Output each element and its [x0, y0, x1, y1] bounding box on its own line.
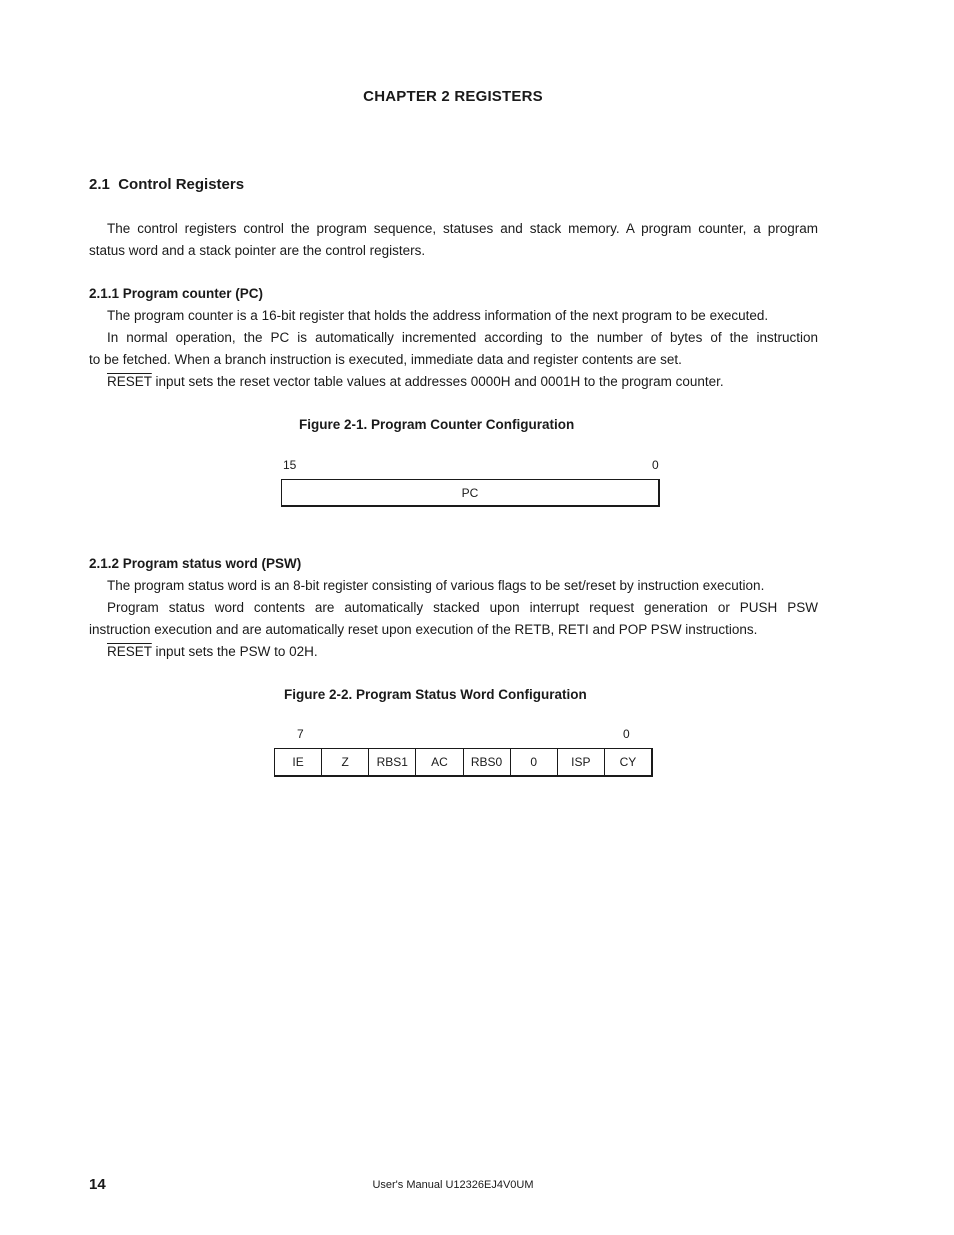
psw-bit-rbs1: RBS1: [369, 749, 416, 775]
reset-signal: RESET: [107, 644, 152, 659]
pc-para-3: [89, 371, 818, 393]
section-heading: [89, 176, 244, 193]
psw-para-2-line-1: Program status word contents are automatically stacked upon interrupt request generation or PUSH PSW: [107, 600, 818, 615]
psw-para-2-line-2: instruction execution and are automatically reset upon execution of the RETB, RETI and POP PSW instructions.: [89, 622, 758, 637]
psw-body: [89, 575, 818, 663]
pc-register-label: PC: [461, 485, 479, 500]
pc-body: [89, 305, 818, 393]
reset-signal: RESET: [107, 374, 152, 389]
page-number: 14: [89, 1176, 106, 1193]
psw-bit-isp: ISP: [558, 749, 605, 775]
footer-manual-id: User's Manual U12326EJ4V0UM: [372, 1179, 534, 1191]
pc-register-box: [281, 479, 660, 507]
pc-heading: 2.1.1 Program counter (PC): [89, 286, 264, 301]
psw-para-3: [89, 641, 818, 663]
psw-bit-z: Z: [322, 749, 369, 775]
pc-para-3-text: input sets the reset vector table values at addresses 0000H and 0001H to the program counter.: [151, 374, 724, 389]
intro-line-2: status word and a stack pointer are the control registers.: [89, 243, 426, 258]
psw-lsb-label: 0: [623, 727, 630, 741]
psw-bit-ac: AC: [416, 749, 463, 775]
psw-bit-zero: 0: [511, 749, 558, 775]
section-number: 2.1: [89, 176, 110, 193]
psw-register-box: [274, 748, 653, 777]
psw-bit-ie: IE: [275, 749, 322, 775]
psw-heading: 2.1.2 Program status word (PSW): [89, 556, 302, 571]
psw-para-1: The program status word is an 8-bit register consisting of various flags to be set/reset by instruction execution.: [107, 578, 765, 593]
pc-para-1: The program counter is a 16-bit register that holds the address information of the next program to be executed.: [107, 308, 769, 323]
pc-para-2-line-2: to be fetched. When a branch instruction is executed, immediate data and register contents are set.: [89, 352, 682, 367]
section-intro: [89, 218, 818, 262]
psw-para-3-text: input sets the PSW to 02H.: [151, 644, 318, 659]
psw-msb-label: 7: [297, 727, 304, 741]
pc-lsb-label: 0: [652, 458, 659, 472]
psw-bit-rbs0: RBS0: [464, 749, 511, 775]
pc-msb-label: 15: [283, 458, 297, 472]
section-title: Control Registers: [118, 176, 245, 193]
chapter-title: CHAPTER 2 REGISTERS: [363, 88, 543, 105]
pc-para-2-line-1: In normal operation, the PC is automatically incremented according to the number of bytes of the instruction: [107, 330, 818, 345]
figure-2-caption: Figure 2-2. Program Status Word Configuration: [284, 687, 587, 702]
intro-line-1: The control registers control the program sequence, statuses and stack memory. A program counter, a program: [107, 221, 818, 236]
figure-1-caption: Figure 2-1. Program Counter Configuration: [299, 417, 575, 432]
psw-bit-cy: CY: [619, 755, 637, 769]
